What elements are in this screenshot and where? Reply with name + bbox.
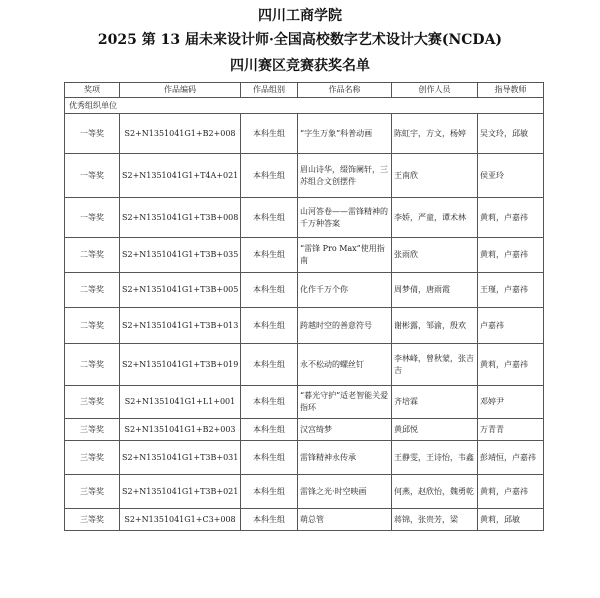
work-name-cell: 化作千万个你 <box>298 273 392 308</box>
header-teacher: 指导教师 <box>478 83 544 98</box>
group-cell: 本科生组 <box>241 386 298 419</box>
group-cell: 本科生组 <box>241 114 298 154</box>
award-cell: 三等奖 <box>65 475 120 509</box>
code-cell: S2+N1351041G1+C3+008 <box>120 509 241 531</box>
code-cell: S2+N1351041G1+T4A+021 <box>120 154 241 198</box>
work-name-cell: 汉宫绮梦 <box>298 419 392 441</box>
award-cell: 二等奖 <box>65 238 120 273</box>
work-name-cell: 雷锋精神永传承 <box>298 441 392 475</box>
work-name-cell: “雷锋 Pro Max”使用指南 <box>298 238 392 273</box>
code-cell: S2+N1351041G1+T3B+035 <box>120 238 241 273</box>
group-cell: 本科生组 <box>241 154 298 198</box>
award-cell: 二等奖 <box>65 344 120 386</box>
creators-cell: 周梦倩，唐雨霞 <box>392 273 478 308</box>
group-cell: 本科生组 <box>241 308 298 344</box>
table-row <box>65 419 544 441</box>
code-cell: S2+N1351041G1+B2+008 <box>120 114 241 154</box>
competition-title: 2025 第 13 届未来设计师·全国高校数字艺术设计大赛(NCDA) <box>97 32 503 48</box>
award-cell: 一等奖 <box>65 154 120 198</box>
header-creators: 创作人员 <box>392 83 478 98</box>
group-cell: 本科生组 <box>241 198 298 238</box>
teacher-cell: 万青青 <box>478 419 544 441</box>
table-row <box>65 273 544 308</box>
table-row <box>65 475 544 509</box>
table-header-row <box>65 83 544 98</box>
award-cell: 二等奖 <box>65 308 120 344</box>
award-cell: 三等奖 <box>65 419 120 441</box>
teacher-cell: 黄莉，卢嘉祎 <box>478 344 544 386</box>
teacher-cell: 彭靖恒，卢嘉祎 <box>478 441 544 475</box>
teacher-cell: 黄莉，卢嘉祎 <box>478 238 544 273</box>
creators-cell: 李林峰，曾秋蒙，张吉吉 <box>392 344 478 386</box>
teacher-cell: 吴文玲，邱敏 <box>478 114 544 154</box>
work-name-cell: “字生万象”科普动画 <box>298 114 392 154</box>
creators-cell: 李娇，严童，谭术林 <box>392 198 478 238</box>
work-name-cell: 雷锋之光·时空映画 <box>298 475 392 509</box>
teacher-cell: 侯亚玲 <box>478 154 544 198</box>
creators-cell: 陈虹宇，方文，杨婷 <box>392 114 478 154</box>
teacher-cell: 黄莉，邱敏 <box>478 509 544 531</box>
table-row <box>65 344 544 386</box>
group-cell: 本科生组 <box>241 344 298 386</box>
teacher-cell: 黄莉，卢嘉祎 <box>478 475 544 509</box>
group-cell: 本科生组 <box>241 238 298 273</box>
teacher-cell: 黄莉，卢嘉祎 <box>478 198 544 238</box>
group-cell: 本科生组 <box>241 273 298 308</box>
code-cell: S2+N1351041G1+B2+003 <box>120 419 241 441</box>
creators-cell: 王南欣 <box>392 154 478 198</box>
list-subtitle: 四川赛区竞赛获奖名单 <box>230 58 370 74</box>
group-cell: 本科生组 <box>241 509 298 531</box>
code-cell: S2+N1351041G1+L1+001 <box>120 386 241 419</box>
code-cell: S2+N1351041G1+T3B+008 <box>120 198 241 238</box>
code-cell: S2+N1351041G1+T3B+013 <box>120 308 241 344</box>
work-name-cell: “暮光守护”适老智能关爱指环 <box>298 386 392 419</box>
table-row <box>65 441 544 475</box>
creators-cell: 谢彬露，邹渝，殷欢 <box>392 308 478 344</box>
code-cell: S2+N1351041G1+T3B+021 <box>120 475 241 509</box>
group-cell: 本科生组 <box>241 441 298 475</box>
work-name-cell: 山河答卷——雷锋精神的千万种答案 <box>298 198 392 238</box>
award-cell: 三等奖 <box>65 386 120 419</box>
creators-cell: 王静雯，王诗怡，韦鑫 <box>392 441 478 475</box>
group-cell: 本科生组 <box>241 475 298 509</box>
creators-cell: 齐培霖 <box>392 386 478 419</box>
teacher-cell: 卢嘉祎 <box>478 308 544 344</box>
work-name-cell: 眉山诗华，缀饰阑轩，三苏组合文创摆件 <box>298 154 392 198</box>
header-work-name: 作品名称 <box>298 83 392 98</box>
teacher-cell: 邓婷尹 <box>478 386 544 419</box>
work-name-cell: 萌总管 <box>298 509 392 531</box>
creators-cell: 蒋锦，张贵芳，梁 <box>392 509 478 531</box>
table-row <box>65 154 544 198</box>
table-row <box>65 198 544 238</box>
award-cell: 一等奖 <box>65 114 120 154</box>
section-label: 优秀组织单位 <box>65 98 544 114</box>
code-cell: S2+N1351041G1+T3B+031 <box>120 441 241 475</box>
table-row <box>65 114 544 154</box>
table-row <box>65 386 544 419</box>
table-row <box>65 509 544 531</box>
creators-cell: 黄邱悦 <box>392 419 478 441</box>
section-row <box>65 98 544 114</box>
award-cell: 三等奖 <box>65 509 120 531</box>
school-title: 四川工商学院 <box>258 8 342 24</box>
creators-cell: 张雨欣 <box>392 238 478 273</box>
work-name-cell: 跨越时空的善意符号 <box>298 308 392 344</box>
code-cell: S2+N1351041G1+T3B+005 <box>120 273 241 308</box>
work-name-cell: 永不松动的螺丝钉 <box>298 344 392 386</box>
header-award: 奖项 <box>65 83 120 98</box>
code-cell: S2+N1351041G1+T3B+019 <box>120 344 241 386</box>
award-cell: 一等奖 <box>65 198 120 238</box>
group-cell: 本科生组 <box>241 419 298 441</box>
table-row <box>65 238 544 273</box>
creators-cell: 何燕，赵欣怡，魏勇乾 <box>392 475 478 509</box>
header-code: 作品编码 <box>120 83 241 98</box>
award-cell: 三等奖 <box>65 441 120 475</box>
award-cell: 二等奖 <box>65 273 120 308</box>
table-row <box>65 308 544 344</box>
teacher-cell: 王瑾，卢嘉祎 <box>478 273 544 308</box>
header-group: 作品组别 <box>241 83 298 98</box>
awards-table <box>64 82 544 531</box>
